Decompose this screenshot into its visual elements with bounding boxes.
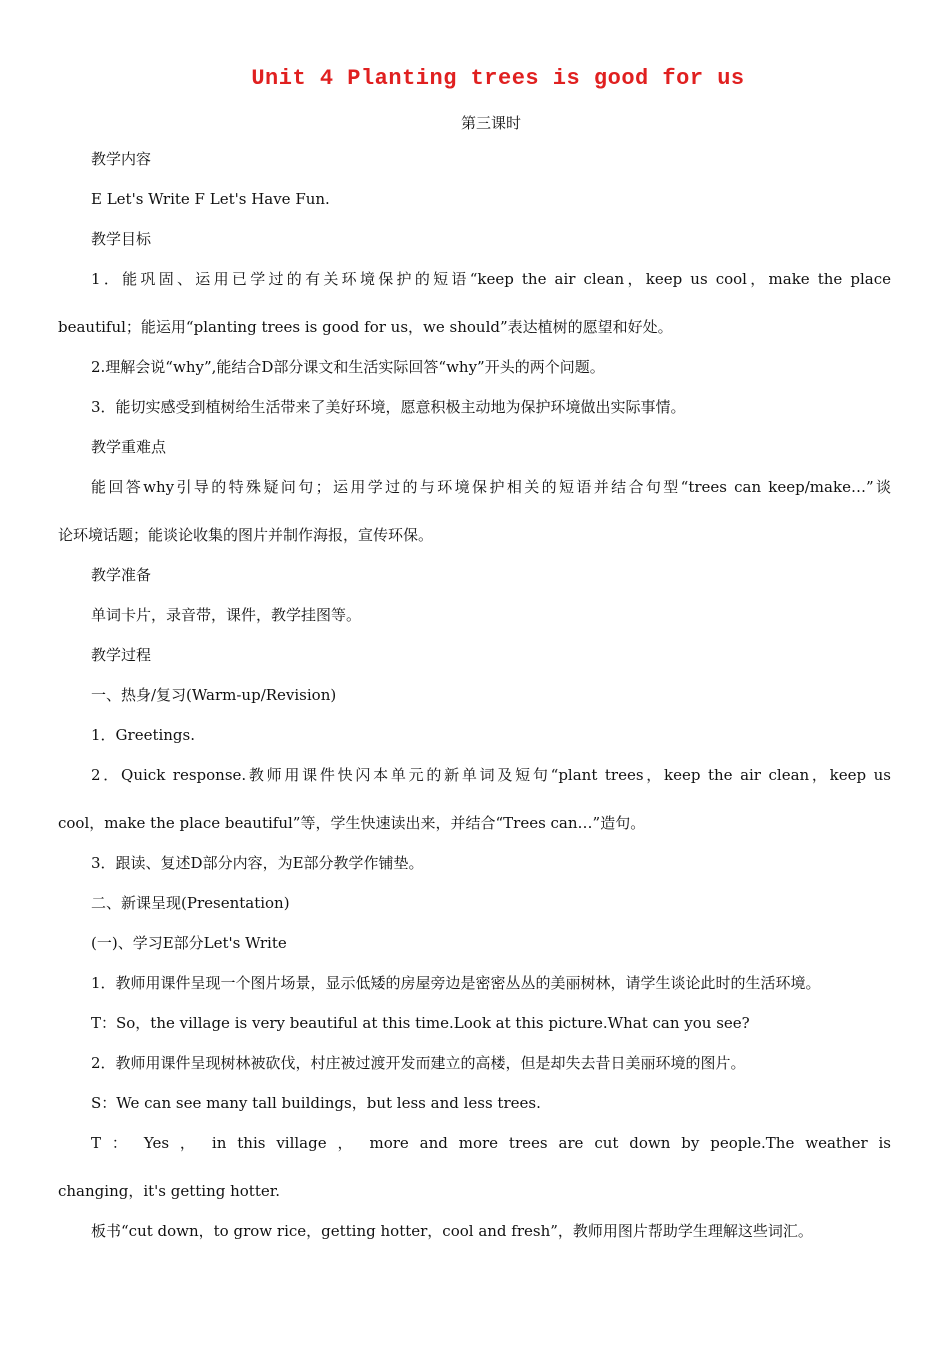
heading-key-points: 教学重难点 <box>91 438 167 456</box>
teacher-line-2-cont: changing，it's getting hotter. <box>58 1182 281 1200</box>
subsection-lets-write: (一)、学习E部分Let's Write <box>91 934 287 952</box>
lesson-subtitle: 第三课时 <box>460 114 521 132</box>
blackboard-line: 板书“cut down，to grow rice，getting hotter，cool and fresh”，教师用图片帮助学生理解这些词汇。 <box>91 1222 813 1240</box>
presentation-step-2: 2．教师用课件呈现树林被砍伐，村庄被过渡开发而建立的高楼，但是却失去昔日美丽环境的图片。 <box>91 1054 746 1072</box>
heading-process: 教学过程 <box>91 646 152 664</box>
objective-1-line: 1．能巩固、运用已学过的有关环境保护的短语“keep the air clean，keep us cool，make the place <box>91 270 891 288</box>
step-quick-response: 2．Quick response.教师用课件快闪本单元的新单词及短句“plant trees，keep the air clean，keep us <box>91 766 891 784</box>
step-follow-read: 3．跟读、复述D部分内容，为E部分教学作铺垫。 <box>91 854 424 872</box>
heading-objectives: 教学目标 <box>91 230 152 248</box>
teacher-line-2: T ： Yes ， in this village ， more and more trees are cut down by people.The weather is <box>91 1134 891 1152</box>
objective-1-cont: beautiful；能运用“planting trees is good for us，we should”表达植树的愿望和好处。 <box>58 318 673 336</box>
preparation-line: 单词卡片，录音带，课件，教学挂图等。 <box>91 606 362 624</box>
document-title: Unit 4 Planting trees is good for us <box>251 66 745 91</box>
content-line: E Let's Write F Let's Have Fun. <box>91 190 330 208</box>
student-line: S：We can see many tall buildings，but less and less trees. <box>91 1094 541 1112</box>
heading-preparation: 教学准备 <box>91 566 152 584</box>
step-quick-response-cont: cool，make the place beautiful”等，学生快速读出来，并结合“Trees can…”造句。 <box>58 814 646 832</box>
section-presentation: 二、新课呈现(Presentation) <box>91 894 290 912</box>
heading-content: 教学内容 <box>91 150 152 168</box>
key-points-line: 能回答why引导的特殊疑问句；运用学过的与环境保护相关的短语并结合句型“trees can keep/make…”谈 <box>91 478 891 496</box>
section-warmup: 一、热身/复习(Warm-up/Revision) <box>91 686 337 704</box>
presentation-step-1: 1．教师用课件呈现一个图片场景，显示低矮的房屋旁边是密密丛丛的美丽树林，请学生谈论此时的生活环境。 <box>91 974 821 992</box>
teacher-line-1: T：So，the village is very beautiful at this time.Look at this picture.What can you see? <box>91 1014 750 1032</box>
objective-3: 3．能切实感受到植树给生活带来了美好环境，愿意积极主动地为保护环境做出实际事情。 <box>91 398 686 416</box>
key-points-cont: 论环境话题；能谈论收集的图片并制作海报，宣传环保。 <box>58 526 434 544</box>
step-greetings: 1．Greetings. <box>91 726 196 744</box>
objective-2: 2.理解会说“why”,能结合D部分课文和生活实际回答“why”开头的两个问题。 <box>91 358 605 376</box>
